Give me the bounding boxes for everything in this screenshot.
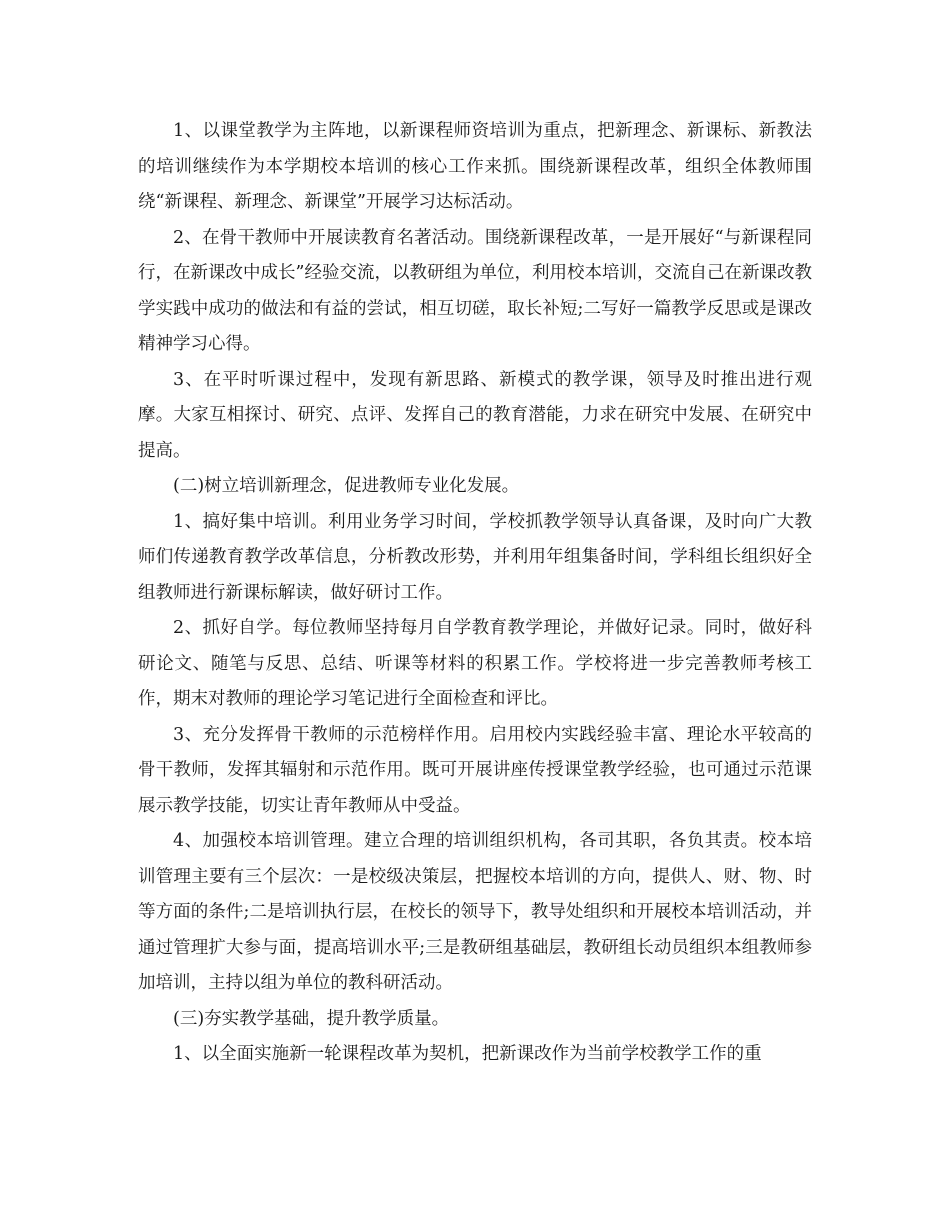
paragraph-8: 1、以全面实施新一轮课程改革为契机，把新课改作为当前学校教学工作的重 [173, 1044, 762, 1064]
paragraph-1: 1、以课堂教学为主阵地，以新课程师资培训为重点，把新理念、新课标、新教法的培训继续作为本学期校本培训的核心工作来抓。围绕新课程改革，组织全体教师围绕“新课程、新理念、新课堂”开展学习达标活动。 [138, 121, 812, 212]
paragraph-4: 1、搞好集中培训。利用业务学习时间，学校抓教学领导认真备课，及时向广大教师们传递教育教学改革信息，分析教改形势，并利用年组集备时间，学科组长组织好全组教师进行新课标解读，做好研讨工作。 [138, 511, 812, 603]
document-body [138, 114, 812, 1073]
paragraph-7: 4、加强校本培训管理。建立合理的培训组织机构，各司其职，各负其责。校本培训管理主要有三个层次：一是校级决策层，把握校本培训的方向，提供人、财、物、时等方面的条件;二是培训执行层，在校长的领导下，教导处组织和开展校本培训活动，并通过管理扩大参与面，提高培训水平;三是教研组基础层，教研组长动员组织本组教师参加培训，主持以组为单位的教科研活动。 [138, 831, 812, 993]
paragraph-3: 3、在平时听课过程中，发现有新思路、新模式的教学课，领导及时推出进行观摩。大家互相探讨、研究、点评、发挥自己的教育潜能，力求在研究中发展、在研究中提高。 [138, 369, 812, 461]
paragraph-5: 2、抓好自学。每位教师坚持每月自学教育教学理论，并做好记录。同时，做好科研论文、随笔与反思、总结、听课等材料的积累工作。学校将进一步完善教师考核工作，期末对教师的理论学习笔记进行全面检查和评比。 [138, 618, 812, 709]
paragraph-6: 3、充分发挥骨干教师的示范榜样作用。启用校内实践经验丰富、理论水平较高的骨干教师，发挥其辐射和示范作用。既可开展讲座传授课堂教学经验，也可通过示范课展示教学技能，切实让青年教师从中受益。 [138, 724, 812, 816]
paragraph-2: 2、在骨干教师中开展读教育名著活动。围绕新课程改革，一是开展好“与新课程同行，在新课改中成长”经验交流，以教研组为单位，利用校本培训，交流自己在新课改教学实践中成功的做法和有益的尝试，相互切磋，取长补短;二写好一篇教学反思或是课改精神学习心得。 [138, 227, 812, 354]
section-heading-2: (二)树立培训新理念，促进教师专业化发展。 [173, 476, 520, 496]
section-heading-3: (三)夯实教学基础，提升教学质量。 [173, 1008, 450, 1029]
